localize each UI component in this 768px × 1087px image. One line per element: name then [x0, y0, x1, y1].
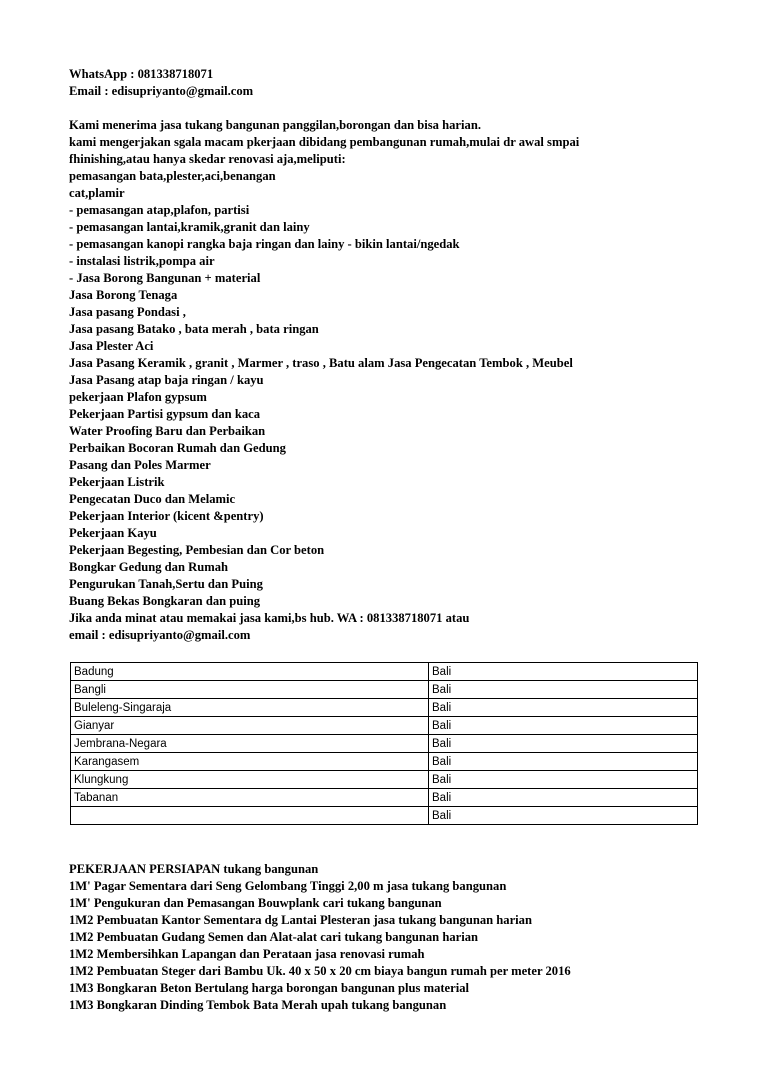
table-row	[71, 771, 698, 789]
section-heading: PEKERJAAN PERSIAPAN tukang bangunan	[69, 862, 319, 876]
table-row	[71, 663, 698, 681]
work-item: 1M2 Pembuatan Steger dari Bambu Uk. 40 x 50 x 20 cm biaya bangun rumah per meter 2016	[69, 964, 571, 978]
text-line: cat,plamir	[69, 186, 125, 200]
work-item: 1M3 Bongkaran Dinding Tembok Bata Merah upah tukang bangunan	[69, 998, 447, 1012]
text-line: Pasang dan Poles Marmer	[69, 458, 211, 472]
text-line: Pengurukan Tanah,Sertu dan Puing	[69, 577, 263, 591]
region-cell: Buleleng-Singaraja	[71, 699, 429, 717]
table-row	[71, 753, 698, 771]
table-row	[71, 699, 698, 717]
work-item: 1M3 Bongkaran Beton Bertulang harga borongan bangunan plus material	[69, 981, 470, 995]
region-cell: Jembrana-Negara	[71, 735, 429, 753]
contact-and-services-text	[69, 66, 709, 644]
text-line: Jika anda minat atau memakai jasa kami,bs hub. WA : 081338718071 atau	[69, 611, 470, 625]
text-line: Pekerjaan Partisi gypsum dan kaca	[69, 407, 261, 421]
text-line: Pengecatan Duco dan Melamic	[69, 492, 236, 506]
region-cell: Tabanan	[71, 789, 429, 807]
email-line: Email : edisupriyanto@gmail.com	[69, 84, 254, 98]
text-line: kami mengerjakan sgala macam pkerjaan dibidang pembangunan rumah,mulai dr awal smpai	[69, 135, 580, 149]
text-line: fhinishing,atau hanya skedar renovasi aja,meliputi:	[69, 152, 346, 166]
region-cell	[71, 807, 429, 825]
region-cell: Badung	[71, 663, 429, 681]
text-line: Jasa Plester Aci	[69, 339, 154, 353]
text-line: Jasa Pasang Keramik , granit , Marmer , traso , Batu alam Jasa Pengecatan Tembok , Meubel	[69, 356, 573, 370]
work-item: 1M2 Membersihkan Lapangan dan Perataan jasa renovasi rumah	[69, 947, 425, 961]
province-cell: Bali	[429, 663, 698, 681]
text-line: Pekerjaan Interior (kicent &pentry)	[69, 509, 264, 523]
text-line: Pekerjaan Kayu	[69, 526, 157, 540]
text-line: - pemasangan atap,plafon, partisi	[69, 203, 250, 217]
table-row	[71, 789, 698, 807]
regions-table	[70, 662, 698, 825]
province-cell: Bali	[429, 735, 698, 753]
province-cell: Bali	[429, 789, 698, 807]
province-cell: Bali	[429, 807, 698, 825]
text-line: Kami menerima jasa tukang bangunan panggilan,borongan dan bisa harian.	[69, 118, 481, 132]
table-row	[71, 735, 698, 753]
text-line: Pekerjaan Listrik	[69, 475, 165, 489]
work-item: 1M2 Pembuatan Gudang Semen dan Alat-alat cari tukang bangunan harian	[69, 930, 479, 944]
text-line: Water Proofing Baru dan Perbaikan	[69, 424, 266, 438]
text-line: - Jasa Borong Bangunan + material	[69, 271, 261, 285]
work-item: 1M2 Pembuatan Kantor Sementara dg Lantai Plesteran jasa tukang bangunan harian	[69, 913, 532, 927]
whatsapp-line: WhatsApp : 081338718071	[69, 67, 214, 81]
text-line: Perbaikan Bocoran Rumah dan Gedung	[69, 441, 286, 455]
region-cell: Karangasem	[71, 753, 429, 771]
text-line: - pemasangan kanopi rangka baja ringan dan lainy - bikin lantai/ngedak	[69, 237, 460, 251]
text-line: Jasa Pasang atap baja ringan / kayu	[69, 373, 264, 387]
text-line: pemasangan bata,plester,aci,benangan	[69, 169, 276, 183]
province-cell: Bali	[429, 717, 698, 735]
text-line: - instalasi listrik,pompa air	[69, 254, 215, 268]
work-items-text	[69, 861, 709, 1014]
province-cell: Bali	[429, 699, 698, 717]
work-item: 1M' Pengukuran dan Pemasangan Bouwplank cari tukang bangunan	[69, 896, 442, 910]
text-line: pekerjaan Plafon gypsum	[69, 390, 207, 404]
table-row	[71, 807, 698, 825]
text-line: Bongkar Gedung dan Rumah	[69, 560, 228, 574]
intro-lines	[69, 117, 709, 644]
paragraph-gap	[69, 100, 709, 117]
region-cell: Bangli	[71, 681, 429, 699]
province-cell: Bali	[429, 753, 698, 771]
text-line: email : edisupriyanto@gmail.com	[69, 628, 251, 642]
text-line: Buang Bekas Bongkaran dan puing	[69, 594, 261, 608]
text-line: - pemasangan lantai,kramik,granit dan lainy	[69, 220, 310, 234]
text-line: Jasa pasang Batako , bata merah , bata ringan	[69, 322, 319, 336]
province-cell: Bali	[429, 681, 698, 699]
work-item: 1M' Pagar Sementara dari Seng Gelombang Tinggi 2,00 m jasa tukang bangunan	[69, 879, 507, 893]
region-cell: Klungkung	[71, 771, 429, 789]
text-line: Jasa Borong Tenaga	[69, 288, 178, 302]
region-cell: Gianyar	[71, 717, 429, 735]
text-line: Jasa pasang Pondasi ,	[69, 305, 186, 319]
table-row	[71, 717, 698, 735]
table-row	[71, 681, 698, 699]
text-line: Pekerjaan Begesting, Pembesian dan Cor beton	[69, 543, 325, 557]
province-cell: Bali	[429, 771, 698, 789]
